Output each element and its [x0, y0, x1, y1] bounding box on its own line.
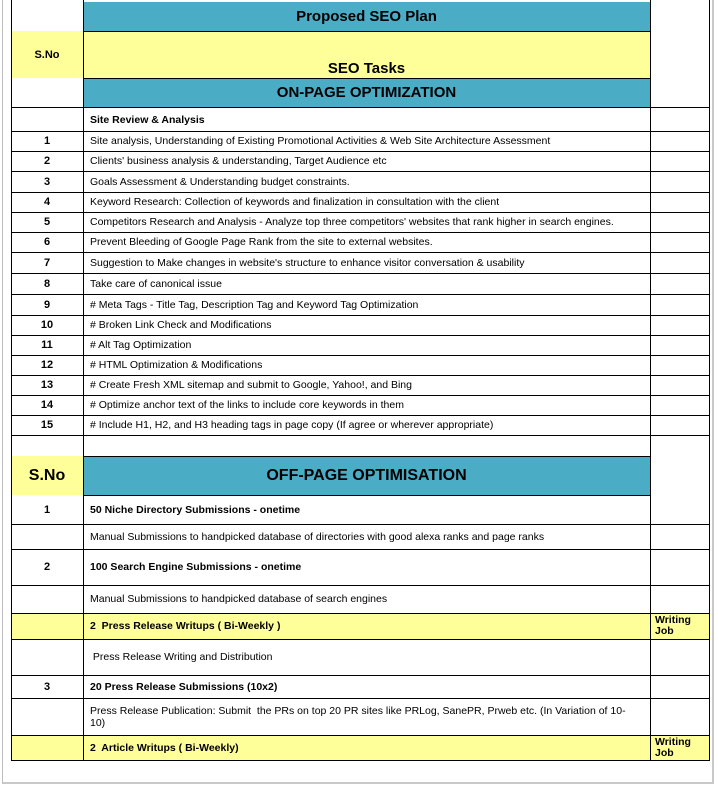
on-page-row-number: 7	[43, 256, 51, 269]
on-page-row-task: Keyword Research: Collection of keywords and finalization in consultation with the client	[90, 196, 500, 208]
on-page-row-number: 12	[40, 359, 54, 371]
on-page-row-task: Prevent Bleeding of Google Page Rank from the site to external websites.	[90, 236, 433, 248]
off-page-row-note	[650, 549, 709, 585]
off-page-row-number: 2	[43, 561, 51, 573]
sno-header: S.No	[11, 31, 83, 78]
grid-line	[11, 760, 710, 761]
on-page-row-task: # Include H1, H2, and H3 heading tags in page copy (If agree or wherever appropriate)	[90, 419, 494, 431]
on-page-row-number: 3	[43, 175, 51, 188]
off-page-row-note	[650, 675, 709, 698]
on-page-row-number: 9	[43, 298, 51, 311]
grid-line	[83, 31, 651, 32]
on-page-row-task: Site analysis, Understanding of Existing Promotional Activities & Web Site Architecture Assessment	[90, 135, 551, 147]
on-page-row-task: Take care of canonical issue	[90, 277, 222, 290]
off-page-row-note: Writing Job	[655, 735, 691, 759]
on-page-row-task: # Meta Tags - Title Tag, Description Tag and Keyword Tag Optimization	[90, 298, 419, 311]
off-page-row-task: 20 Press Release Submissions (10x2)	[90, 680, 278, 693]
grid-line	[11, 335, 710, 336]
grid-line	[11, 639, 710, 640]
off-page-row-note	[650, 639, 709, 675]
grid-line	[83, 78, 651, 79]
off-page-row-task: Manual Submissions to handpicked database of directories with good alexa ranks and page ranks	[90, 530, 545, 543]
grid-line	[83, 0, 84, 761]
on-page-row-number: 6	[43, 236, 51, 248]
on-page-row-number: 11	[41, 339, 53, 351]
off-page-row-note	[650, 495, 709, 524]
on-page-heading: ON-PAGE OPTIMIZATION	[83, 78, 650, 107]
plan-title: Proposed SEO Plan	[83, 2, 650, 31]
grid-line	[11, 107, 710, 108]
off-page-row-note: Writing Job	[655, 614, 691, 637]
grid-line	[11, 171, 710, 172]
grid-line	[11, 273, 710, 274]
grid-line	[11, 192, 710, 193]
on-page-row-task: Goals Assessment & Understanding budget constraints.	[90, 175, 350, 188]
grid-line	[11, 355, 710, 356]
on-page-row-number: 10	[40, 319, 54, 331]
off-page-row-task: Manual Submissions to handpicked database of search engines	[90, 593, 388, 605]
on-page-row-number: 4	[43, 196, 51, 208]
grid-line	[11, 549, 710, 550]
grid-line	[11, 435, 710, 436]
on-page-row-number: 5	[43, 216, 51, 228]
on-page-row-task: # Create Fresh XML sitemap and submit to Google, Yahoo!, and Bing	[90, 379, 412, 391]
grid-line	[11, 675, 710, 676]
grid-line	[11, 415, 710, 416]
on-page-row-task: Clients' business analysis & understanding, Target Audience etc	[90, 155, 387, 167]
grid-line	[11, 613, 710, 614]
off-page-row-task: 100 Search Engine Submissions - onetime	[90, 561, 302, 573]
grid-line	[650, 0, 651, 761]
grid-line	[11, 212, 710, 213]
on-page-row-number: 15	[40, 419, 54, 431]
grid-line	[11, 232, 710, 233]
on-page-row-number: 8	[43, 277, 51, 290]
on-page-row-number: 2	[43, 155, 51, 167]
off-page-row-task: Press Release Publication: Submit the PRs on top 20 PR sites like PRLog, SanePR, Prweb etc. (In Variation of 10-10)	[90, 704, 626, 729]
grid-line	[11, 0, 12, 761]
grid-line	[11, 698, 710, 699]
off-page-row-number	[11, 698, 83, 735]
off-page-row-note	[650, 524, 709, 549]
off-page-row-number	[11, 613, 83, 639]
tasks-header: SEO Tasks	[83, 31, 650, 78]
off-page-row-task: 2 Press Release Writups ( Bi-Weekly )	[90, 620, 281, 632]
off-page-row-task: Press Release Writing and Distribution	[90, 651, 273, 663]
on-page-row-task: # Optimize anchor text of the links to include core keywords in them	[90, 399, 404, 411]
on-page-row-task: # Alt Tag Optimization	[90, 339, 192, 351]
off-page-row-number: 1	[43, 503, 51, 516]
on-page-row-number: 13	[40, 379, 54, 391]
grid-line	[11, 524, 710, 525]
on-page-row-task: # Broken Link Check and Modifications	[90, 319, 272, 331]
on-page-row-number: 1	[43, 135, 51, 147]
off-page-heading: OFF-PAGE OPTIMISATION	[83, 456, 650, 495]
on-page-row-task: Suggestion to Make changes in website's structure to enhance visitor conversation & usability	[90, 256, 525, 269]
grid-line	[11, 252, 710, 253]
grid-line	[11, 151, 710, 152]
grid-line	[11, 131, 710, 132]
off-page-row-note	[650, 698, 709, 735]
on-page-subheading: Site Review & Analysis	[90, 113, 205, 126]
grid-line	[709, 0, 710, 761]
grid-line	[11, 294, 710, 295]
on-page-row-task: # HTML Optimization & Modifications	[90, 359, 263, 371]
grid-line	[11, 315, 710, 316]
grid-line	[11, 735, 710, 736]
on-page-row-task: Competitors Research and Analysis - Analyze top three competitors' websites that rank higher in search engines.	[90, 216, 614, 228]
on-page-row-number: 14	[40, 399, 54, 411]
grid-line	[83, 456, 651, 457]
off-page-row-number	[11, 585, 83, 613]
grid-line	[11, 395, 710, 396]
off-page-row-note	[650, 585, 709, 613]
grid-line	[11, 375, 710, 376]
grid-line	[83, 495, 651, 496]
off-page-row-number	[11, 524, 83, 549]
off-page-sno-header: S.No	[11, 456, 83, 495]
off-page-row-number	[11, 639, 83, 675]
off-page-row-number	[11, 735, 83, 760]
off-page-row-number: 3	[43, 680, 51, 693]
grid-line	[11, 585, 710, 586]
off-page-row-task: 2 Article Writups ( Bi-Weekly)	[90, 741, 239, 754]
off-page-row-task: 50 Niche Directory Submissions - onetime	[90, 503, 301, 516]
